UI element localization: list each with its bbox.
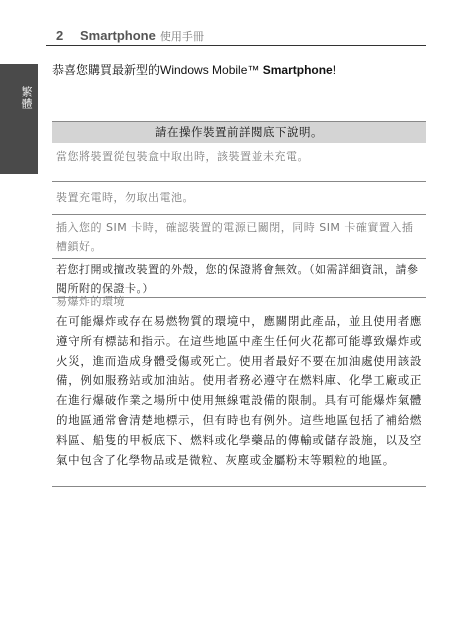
divider — [52, 258, 426, 259]
header-rule — [46, 45, 426, 46]
notice-header-band — [52, 121, 426, 143]
intro-product: Windows Mobile™ — [160, 63, 263, 77]
page-number: 2 — [56, 28, 64, 43]
language-side-tab — [0, 64, 38, 174]
side-tab-label: 繁體 — [20, 86, 33, 110]
bottom-rule — [52, 486, 426, 487]
intro-product-bold: Smartphone — [262, 63, 333, 77]
intro-prefix: 恭喜您購買最新型的 — [52, 63, 161, 77]
manual-title — [80, 28, 204, 44]
notice-item: 當您將裝置從包裝盒中取出時，該裝置並未充電。 — [56, 150, 309, 163]
section-heading: 易爆炸的環境 — [56, 295, 125, 308]
notice-header-text: 請在操作裝置前詳閱底下說明。 — [155, 125, 323, 139]
manual-title-text: Smartphone — [80, 28, 156, 43]
notice-item: 若您打開或擅改裝置的外殼，您的保證將會無效。（如需詳細資訊，請參閱所附的保證卡。） — [56, 263, 419, 295]
divider — [52, 214, 426, 215]
notice-item: 插入您的 SIM 卡時，確認裝置的電源已關閉，同時 SIM 卡確實置入插槽鎖好。 — [56, 221, 414, 253]
notice-item: 裝置充電時，勿取出電池。 — [56, 191, 194, 204]
divider — [52, 181, 426, 182]
intro-line — [52, 61, 336, 78]
explosive-body-text: 在可能爆炸或存在易燃物質的環境中，應關閉此產品，並且使用者應遵守所有標誌和指示。在這些地區中產生任何火花都可能導致爆炸或火災，進而造成身體受傷或死亡。使用者最好不要在加油處使用該設備，例如服務站或加油站。使用者務必遵守在燃料庫、化學工廠或正在進行爆破作業之場所中使用無線電設備的限制。具有可能爆炸氣體的地區通常會清楚地標示，但有時也有例外。這些地區包括了補給燃料區、船隻的甲板底下、燃料或化學藥品的傳輸或儲存設施，以及空氣中包含了化學物品或是微粒、灰塵或金屬粉末等顆粒的地區。 — [56, 314, 422, 467]
intro-suffix: ! — [332, 63, 337, 77]
manual-subtitle: 使用手冊 — [159, 30, 204, 43]
